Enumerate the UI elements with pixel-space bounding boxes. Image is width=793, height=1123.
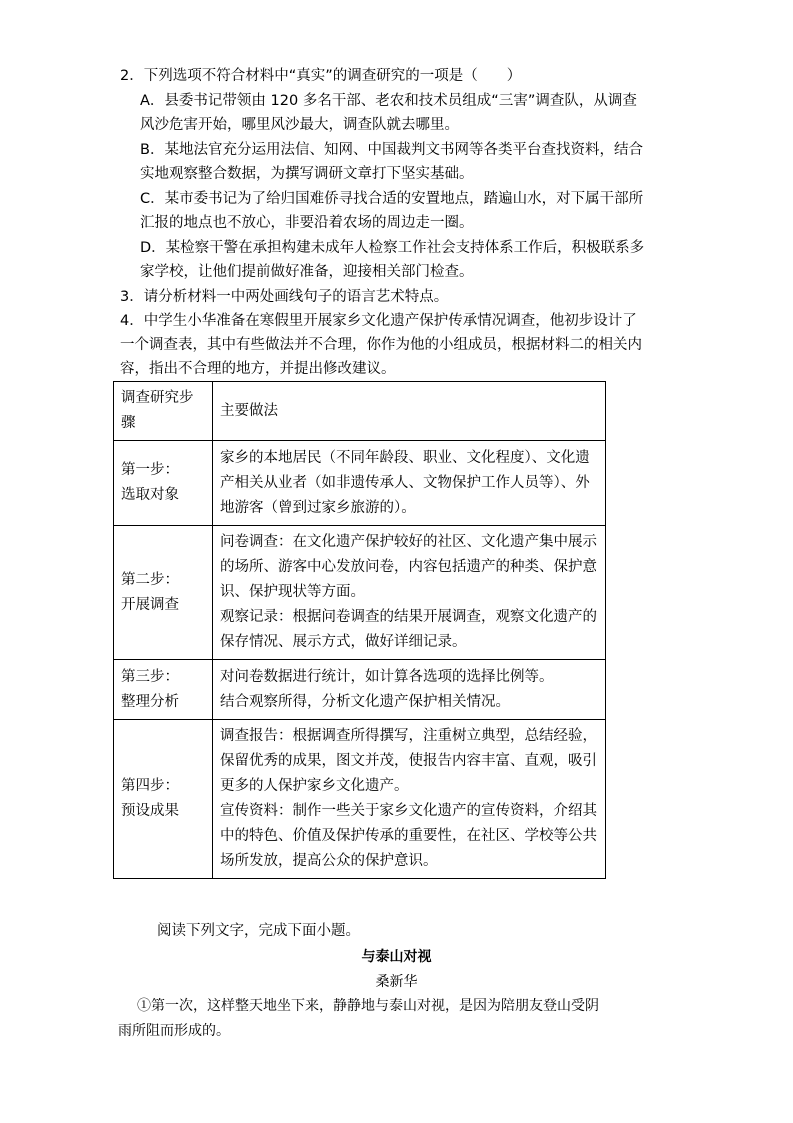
q2-option-b-line2: 实地观察整合数据，为撰写调研文章打下坚实基础。: [140, 166, 474, 182]
table-header-step: 调查研究步骤: [114, 382, 213, 441]
method-text: 结合观察所得，分析文化遗产保护相关情况。: [220, 693, 510, 710]
step-cell: [114, 526, 213, 660]
method-cell: [213, 526, 606, 660]
step-number: 第四步：: [121, 778, 179, 794]
method-text: 家乡的本地居民（不同年龄段、职业、文化程度）、文化遗产相关从业者（如非遗传承人、文物保护工作人员等）、外地游客（曾到过家乡旅游的）。: [220, 449, 590, 516]
step-cell: [114, 720, 213, 879]
step-cell: [114, 441, 213, 526]
step-number: 第三步：: [121, 668, 179, 685]
q3-stem: 3．请分析材料一中两处画线句子的语言艺术特点。: [120, 289, 449, 305]
method-text: 调查报告：根据调查所得撰写，注重树立典型，总结经验，保留优秀的成果，图文并茂，使报告内容丰富、直观，吸引更多的人保护家乡文化遗产。: [220, 728, 597, 794]
method-text: 宣传资料：制作一些关于家乡文化遗产的宣传资料，介绍其中的特色、价值及保护传承的重要性，在社区、学校等公共场所发放，提高公众的保护意识。: [220, 803, 597, 869]
method-cell: [213, 720, 606, 879]
q2-option-b-line1: B．某地法官充分运用法信、知网、中国裁判文书网等各类平台查找资料，结合: [140, 142, 643, 158]
q4-stem-line2: 一个调查表，其中有些做法并不合理，你作为他的小组成员，根据材料二的相关内: [120, 337, 642, 353]
step-name: 开展调查: [121, 596, 179, 613]
q2-option-a-line1: A．县委书记带领由 120 多名干部、老农和技术员组成“三害”调查队，从调查: [140, 93, 637, 109]
q2-stem: 2．下列选项不符合材料中“真实”的调查研究的一项是（ ）: [120, 68, 522, 84]
article-paragraph-line1: ①第一次，这样整天地坐下来，静静地与泰山对视，是因为陪朋友登山受阴: [137, 998, 599, 1014]
step-cell: [114, 660, 213, 720]
step-name: 预设成果: [121, 803, 179, 819]
reading-intro: 阅读下列文字，完成下面小题。: [157, 923, 360, 939]
method-cell: [213, 441, 606, 526]
article-title: 与泰山对视: [361, 949, 432, 965]
q2-option-d-line1: D．某检察干警在承担构建未成年人检察工作社会支持体系工作后，积极联系多: [140, 240, 645, 256]
table-row: [114, 441, 606, 526]
step-number: 第二步：: [121, 571, 179, 588]
table-row: [114, 660, 606, 720]
q2-option-c-line1: C．某市委书记为了给归国难侨寻找合适的安置地点，踏遍山水，对下属干部所: [140, 191, 644, 207]
q2-option-d-line2: 家学校，让他们提前做好准备，迎接相关部门检查。: [140, 264, 474, 280]
table-row: [114, 720, 606, 879]
table-row: [114, 526, 606, 660]
method-text: 观察记录：根据问卷调查的结果开展调查，观察文化遗产的保存情况、展示方式，做好详细记录。: [220, 609, 597, 650]
q2-option-a-line2: 风沙危害开始，哪里风沙最大，调查队就去哪里。: [140, 117, 459, 133]
method-cell: [213, 660, 606, 720]
step-name: 选取对象: [121, 487, 179, 503]
q4-stem-line3: 容，指出不合理的地方，并提出修改建议。: [120, 361, 396, 377]
step-number: 第一步：: [121, 462, 179, 478]
q2-option-c-line2: 汇报的地点也不放心，非要沿着农场的周边走一圈。: [140, 215, 474, 231]
method-text: 问卷调查：在文化遗产保护较好的社区、文化遗产集中展示的场所、游客中心发放问卷，内容包括遗产的种类、保护意识、保护现状等方面。: [220, 534, 597, 600]
method-text: 对问卷数据进行统计，如计算各选项的选择比例等。: [220, 668, 554, 685]
survey-plan-table: [113, 381, 606, 879]
article-author: 桑新华: [375, 974, 418, 990]
step-name: 整理分析: [121, 693, 179, 710]
q4-stem-line1: 4．中学生小华准备在寒假里开展家乡文化遗产保护传承情况调查，他初步设计了: [120, 313, 637, 329]
article-paragraph-line2: 雨所阻而形成的。: [118, 1023, 230, 1039]
table-header-method: 主要做法: [213, 382, 606, 441]
table-header-row: [114, 382, 606, 441]
